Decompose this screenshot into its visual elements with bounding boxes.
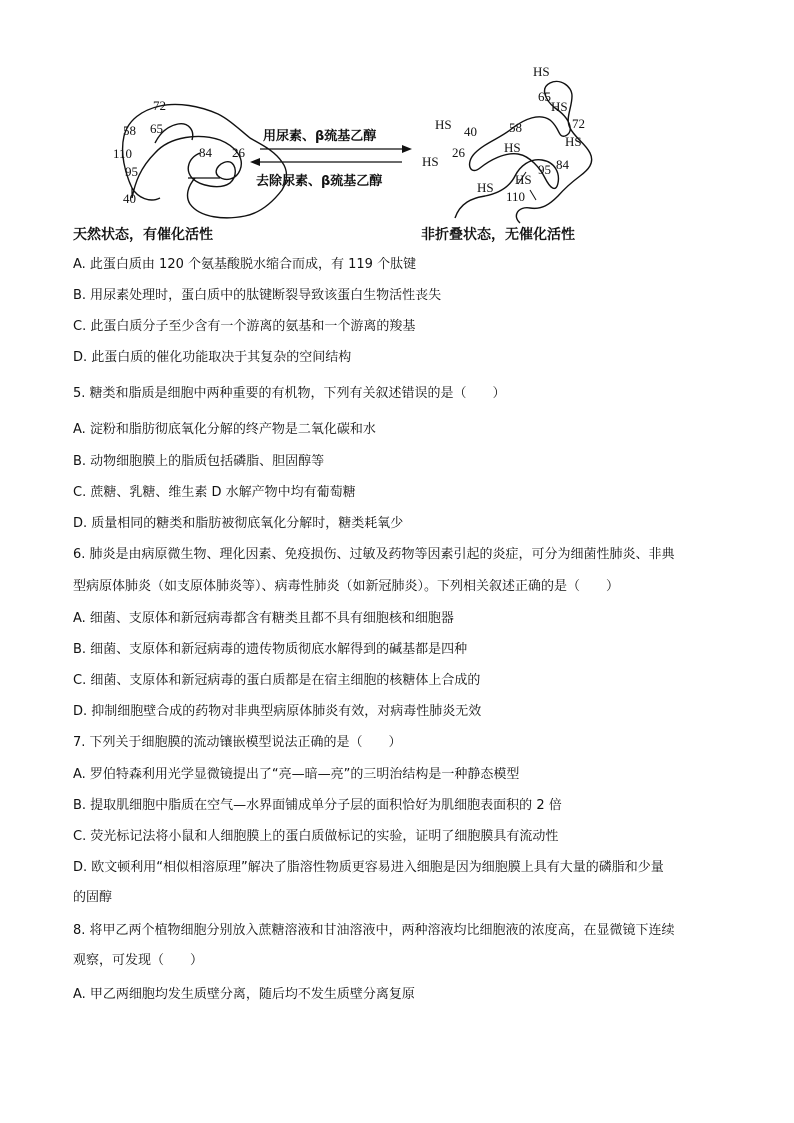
native-label-84: 84 (199, 145, 212, 160)
q4-option-a: A. 此蛋白质由 120 个氨基酸脱水缩合而成，有 119 个肽键 (73, 257, 417, 272)
q5-option-d: D. 质量相同的糖类和脂肪被彻底氧化分解时，糖类耗氧少 (73, 516, 404, 531)
denatured-label-65: 65 (538, 89, 551, 104)
denatured-label-26: 26 (452, 145, 465, 160)
q5-option-b: B. 动物细胞膜上的脂质包括磷脂、胆固醇等 (73, 454, 325, 469)
hs-label-5: HS (435, 117, 452, 132)
forward-arrow-head (402, 145, 412, 153)
question-6-stem-line-1: 6. 肺炎是由病原微生物、理化因素、免疫损伤、过敏及药物等因素引起的炎症，可分为细菌性肺炎、非典 (73, 547, 675, 562)
q7-option-a: A. 罗伯特森利用光学显微镜提出了“亮—暗—亮”的三明治结构是一种静态模型 (73, 767, 520, 782)
question-7-stem: 7. 下列关于细胞膜的流动镶嵌模型说法正确的是（ ） (73, 735, 402, 750)
q6-option-a: A. 细菌、支原体和新冠病毒都含有糖类且都不具有细胞核和细胞器 (73, 611, 454, 626)
native-label-40: 40 (123, 191, 136, 206)
question-8-stem-line-1: 8. 将甲乙两个植物细胞分别放入蔗糖溶液和甘油溶液中，两种溶液均比细胞液的浓度高，在显微镜下连续 (73, 923, 675, 938)
hs-label-3: HS (565, 134, 582, 149)
q8-option-a: A. 甲乙两细胞均发生质壁分离，随后均不发生质壁分离复原 (73, 987, 415, 1002)
native-state-caption: 天然状态，有催化活性 (73, 227, 213, 243)
arrow-top-label: 用尿素、β巯基乙醇 (263, 129, 377, 144)
native-protein-chain (123, 104, 287, 217)
q4-option-c: C. 此蛋白质分子至少含有一个游离的氨基和一个游离的羧基 (73, 319, 416, 334)
denatured-label-72: 72 (572, 116, 585, 131)
hs-label-4: HS (504, 140, 521, 155)
native-label-110: 110 (113, 146, 133, 161)
q4-option-b: B. 用尿素处理时，蛋白质中的肽键断裂导致该蛋白生物活性丧失 (73, 288, 442, 303)
q4-option-d: D. 此蛋白质的催化功能取决于其复杂的空间结构 (73, 350, 352, 365)
denatured-hs-stub-2 (530, 190, 536, 200)
native-label-26: 26 (232, 145, 245, 160)
native-label-72: 72 (153, 98, 166, 113)
hs-label-1: HS (533, 64, 550, 79)
arrow-bottom-label: 去除尿素、β巯基乙醇 (256, 174, 383, 189)
q6-option-b: B. 细菌、支原体和新冠病毒的遗传物质彻底水解得到的碱基都是四种 (73, 642, 468, 657)
denatured-state-caption: 非折叠状态，无催化活性 (421, 227, 575, 243)
q7-option-c: C. 荧光标记法将小鼠和人细胞膜上的蛋白质做标记的实验，证明了细胞膜具有流动性 (73, 829, 559, 844)
q6-option-c: C. 细菌、支原体和新冠病毒的蛋白质都是在宿主细胞的核糖体上合成的 (73, 673, 481, 688)
question-6-stem-line-2: 型病原体肺炎（如支原体肺炎等）、病毒性肺炎（如新冠肺炎）。下列相关叙述正确的是（ ） (73, 579, 620, 594)
hs-label-6: HS (422, 154, 439, 169)
question-5-stem: 5. 糖类和脂质是细胞中两种重要的有机物，下列有关叙述错误的是（ ） (73, 386, 506, 401)
denatured-label-110: 110 (506, 189, 526, 204)
question-8-stem-line-2: 观察，可发现（ ） (73, 953, 204, 968)
denatured-label-84: 84 (556, 157, 569, 172)
hs-label-8: HS (477, 180, 494, 195)
hs-label-2: HS (551, 99, 568, 114)
denatured-label-58: 58 (509, 120, 522, 135)
q7-option-d-line-2: 的固醇 (73, 890, 113, 905)
q5-option-c: C. 蔗糖、乳糖、维生素 D 水解产物中均有葡萄糖 (73, 485, 356, 500)
native-label-65: 65 (150, 121, 163, 136)
q7-option-d-line-1: D. 欧文顿利用“相似相溶原理”解决了脂溶性物质更容易进入细胞是因为细胞膜上具有大量的磷脂和少量 (73, 860, 664, 875)
native-label-58: 58 (123, 123, 136, 138)
q6-option-d: D. 抑制细胞壁合成的药物对非典型病原体肺炎有效，对病毒性肺炎无效 (73, 704, 482, 719)
q7-option-b: B. 提取肌细胞中脂质在空气—水界面铺成单分子层的面积恰好为肌细胞表面积的 2 倍 (73, 798, 562, 813)
hs-label-7: HS (515, 172, 532, 187)
q5-option-a: A. 淀粉和脂肪彻底氧化分解的终产物是二氧化碳和水 (73, 422, 376, 437)
denatured-label-40: 40 (464, 124, 477, 139)
native-label-95: 95 (125, 164, 138, 179)
denatured-label-95: 95 (538, 162, 551, 177)
reverse-arrow-head (250, 158, 260, 166)
